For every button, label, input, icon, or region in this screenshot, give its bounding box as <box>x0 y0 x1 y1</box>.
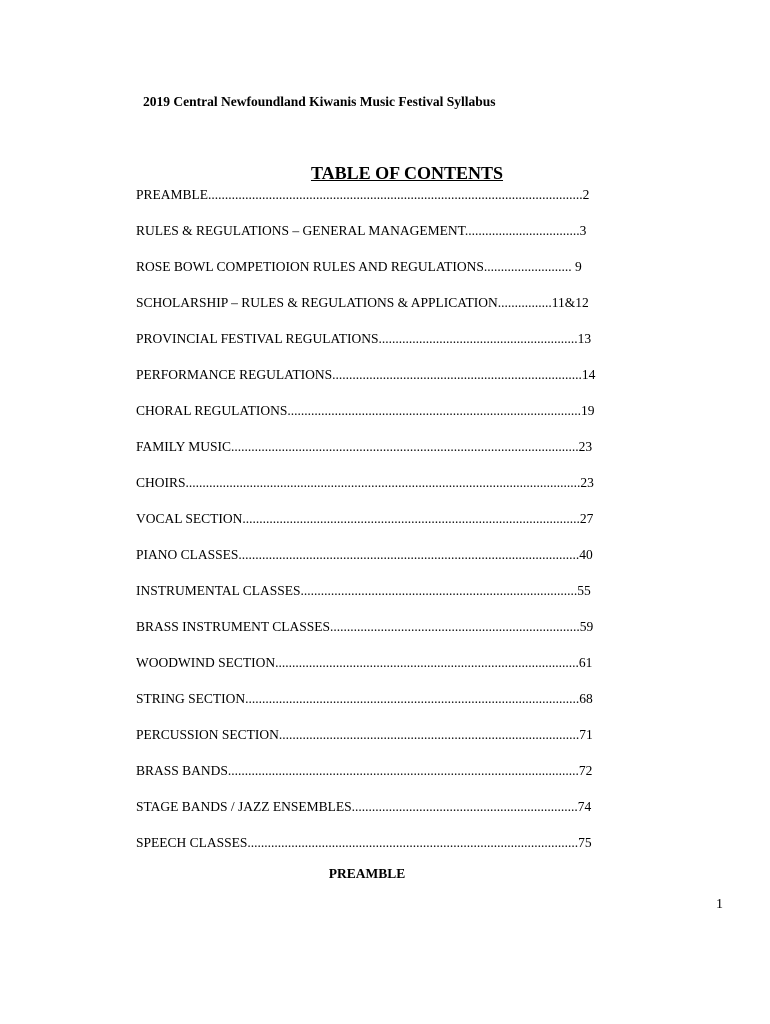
toc-entry-provincial-festival: PROVINCIAL FESTIVAL REGULATIONS...........................................................13 <box>136 331 592 346</box>
toc-entry-scholarship: SCHOLARSHIP – RULES & REGULATIONS & APPLICATION................11&12 <box>136 295 589 310</box>
toc-entry-piano-classes: PIANO CLASSES.....................................................................................................40 <box>136 547 593 562</box>
table-of-contents <box>136 187 662 871</box>
toc-entry-family-music: FAMILY MUSIC.......................................................................................................23 <box>136 439 593 454</box>
toc-entry-choral-regulations: CHORAL REGULATIONS.......................................................................................19 <box>136 403 595 418</box>
toc-entry-general-management: RULES & REGULATIONS – GENERAL MANAGEMENT..................................3 <box>136 223 587 238</box>
toc-heading: TABLE OF CONTENTS <box>310 163 504 183</box>
toc-entry-instrumental-classes: INSTRUMENTAL CLASSES..................................................................................55 <box>136 583 591 598</box>
toc-entry-preamble: PREAMBLE...............................................................................................................2 <box>136 187 590 202</box>
toc-entry-choirs: CHOIRS.....................................................................................................................23 <box>136 475 594 490</box>
toc-entry-stage-bands: STAGE BANDS / JAZZ ENSEMBLES...................................................................74 <box>136 799 592 814</box>
toc-entry-woodwind-section: WOODWIND SECTION..........................................................................................61 <box>136 655 593 670</box>
toc-entry-brass-bands: BRASS BANDS........................................................................................................72 <box>136 763 593 778</box>
toc-entry-brass-instrument-classes: BRASS INSTRUMENT CLASSES..........................................................................59 <box>136 619 594 634</box>
toc-entry-rose-bowl: ROSE BOWL COMPETIOION RULES AND REGULATIONS.......................... 9 <box>136 259 582 274</box>
section-heading-preamble: PREAMBLE <box>328 866 406 881</box>
page-number: 1 <box>716 897 723 912</box>
toc-entry-percussion-section: PERCUSSION SECTION.........................................................................................71 <box>136 727 593 742</box>
toc-entry-performance-regulations: PERFORMANCE REGULATIONS..........................................................................14 <box>136 367 596 382</box>
toc-entry-string-section: STRING SECTION...................................................................................................68 <box>136 691 593 706</box>
document-title: 2019 Central Newfoundland Kiwanis Music Festival Syllabus <box>143 94 496 109</box>
toc-entry-vocal-section: VOCAL SECTION....................................................................................................27 <box>136 511 594 526</box>
toc-entry-speech-classes: SPEECH CLASSES..................................................................................................75 <box>136 835 592 850</box>
